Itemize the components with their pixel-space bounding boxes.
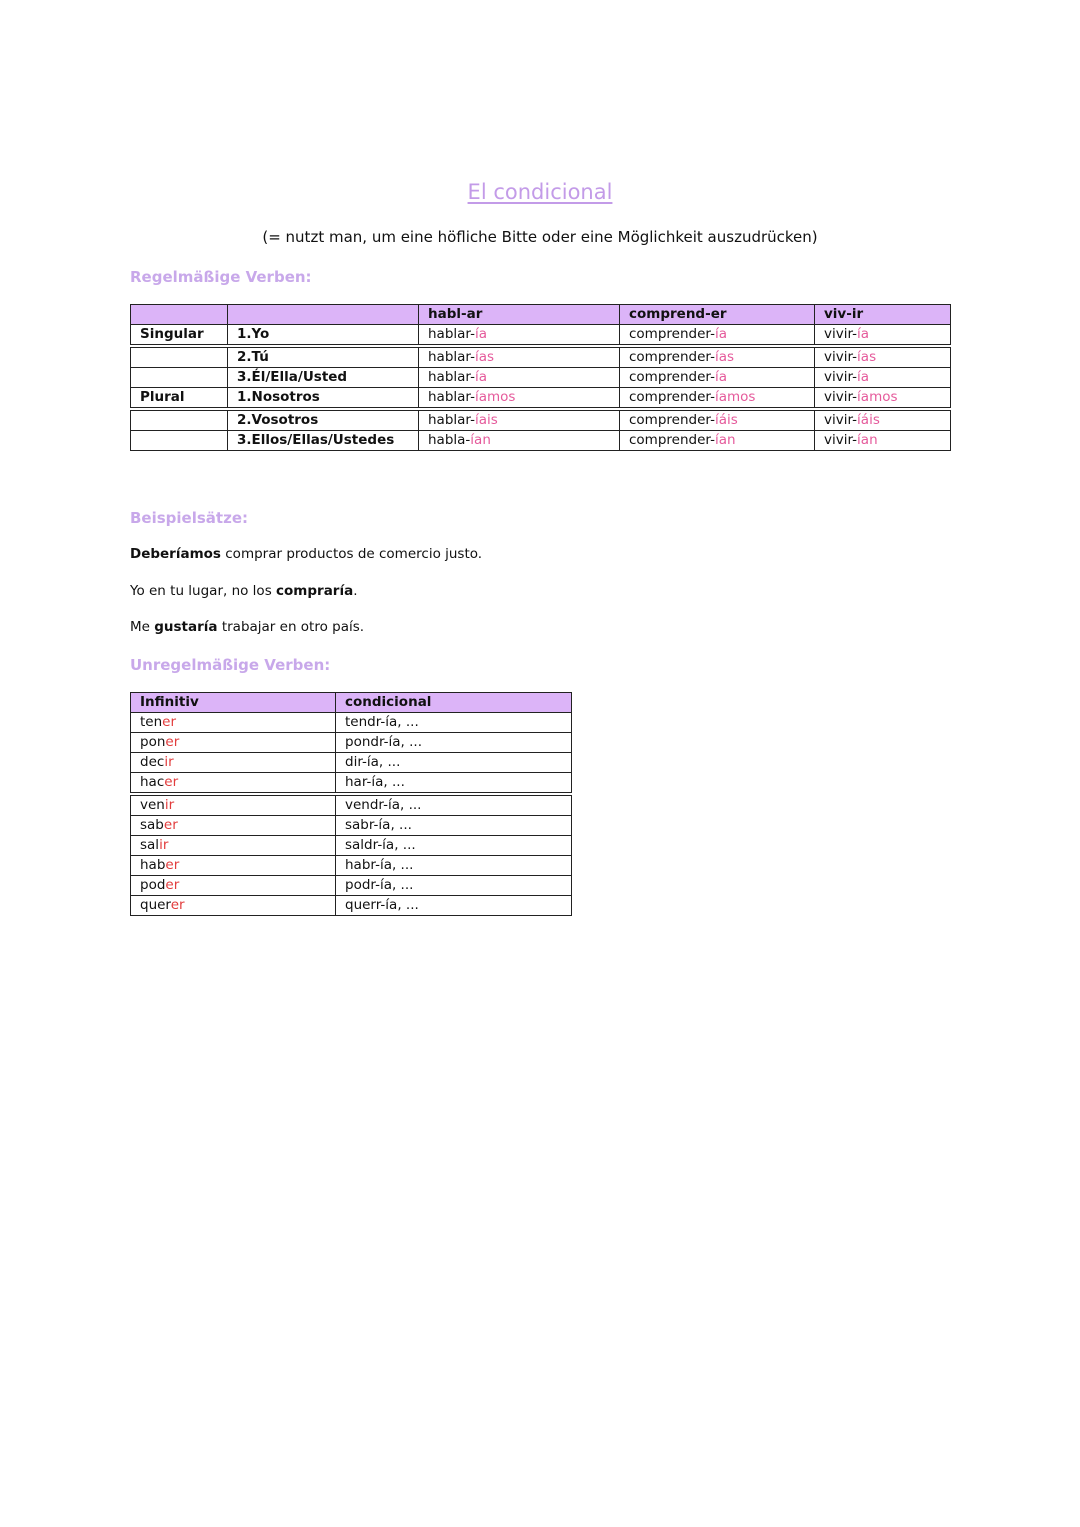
group-cell xyxy=(131,431,228,451)
ending: íais xyxy=(474,412,498,428)
highlight-verb: gustaría xyxy=(154,619,218,635)
ending: er xyxy=(163,817,178,833)
examples-heading: Beispielsätze: xyxy=(130,509,248,527)
person-cell: 1.Nosotros xyxy=(228,388,419,410)
person-cell: 3.Él/Ella/Usted xyxy=(228,368,419,388)
table-row xyxy=(131,794,572,816)
ending: ir xyxy=(159,837,169,853)
highlight-verb: Deberíamos xyxy=(130,546,221,562)
stem: vivir- xyxy=(824,389,858,405)
header-ar: habl-ar xyxy=(419,305,620,325)
ending: ía xyxy=(714,369,727,385)
ending: er xyxy=(165,877,180,893)
stem: ven xyxy=(140,797,165,813)
sentence-text: comprar productos de comercio justo. xyxy=(220,546,483,562)
conditional-cell: querr-ía, ... xyxy=(336,896,572,916)
example-sentence-1 xyxy=(130,546,482,562)
table-header-row xyxy=(131,693,572,713)
sentence-text: Me xyxy=(130,619,155,635)
table-row xyxy=(131,836,572,856)
stem: comprender- xyxy=(629,432,715,448)
stem: hab xyxy=(140,857,166,873)
ending: íamos xyxy=(474,389,516,405)
er-cell xyxy=(620,409,815,431)
infinitive-cell xyxy=(131,753,336,773)
ir-cell xyxy=(815,431,951,451)
er-cell xyxy=(620,388,815,410)
table-row xyxy=(131,856,572,876)
ending: ías xyxy=(474,349,495,365)
table-row xyxy=(131,409,951,431)
ending: íamos xyxy=(714,389,756,405)
person-cell: 3.Ellos/Ellas/Ustedes xyxy=(228,431,419,451)
stem: sal xyxy=(140,837,160,853)
ending: ían xyxy=(857,432,878,448)
sentence-text: Yo en tu lugar, no los xyxy=(130,583,277,599)
table-row xyxy=(131,896,572,916)
table-row xyxy=(131,713,572,733)
table-row xyxy=(131,773,572,795)
infinitive-cell xyxy=(131,733,336,753)
table-row xyxy=(131,346,951,368)
table-row xyxy=(131,388,951,410)
table-header-row xyxy=(131,305,951,325)
infinitive-cell xyxy=(131,773,336,795)
ar-cell xyxy=(419,346,620,368)
group-cell xyxy=(131,346,228,368)
ending: ía xyxy=(857,369,870,385)
sentence-text: . xyxy=(353,583,358,599)
stem: pon xyxy=(140,734,166,750)
ending: ía xyxy=(474,326,488,342)
group-cell: Plural xyxy=(131,388,228,410)
infinitive-cell xyxy=(131,896,336,916)
page-title: El condicional xyxy=(467,180,613,204)
group-cell xyxy=(131,409,228,431)
infinitive-cell xyxy=(131,794,336,816)
ar-cell xyxy=(419,368,620,388)
highlight-verb: compraría xyxy=(276,583,354,599)
stem: comprender- xyxy=(629,349,715,365)
er-cell xyxy=(620,325,815,347)
group-cell: Singular xyxy=(131,325,228,347)
table-row xyxy=(131,325,951,347)
table-row xyxy=(131,733,572,753)
conditional-cell: sabr-ía, ... xyxy=(336,816,572,836)
header-infinitive: Infinitiv xyxy=(131,693,336,713)
table-row xyxy=(131,753,572,773)
table-row xyxy=(131,431,951,451)
ending: er xyxy=(165,734,180,750)
ar-cell xyxy=(419,388,620,410)
header-er: comprend-er xyxy=(620,305,815,325)
ir-cell xyxy=(815,325,951,347)
ending: ían xyxy=(470,432,491,448)
conditional-cell: habr-ía, ... xyxy=(336,856,572,876)
ending: er xyxy=(170,897,185,913)
stem: comprender- xyxy=(629,326,715,342)
table-row xyxy=(131,876,572,896)
regular-verbs-heading: Regelmäßige Verben: xyxy=(130,268,312,286)
stem: comprender- xyxy=(629,369,715,385)
stem: ten xyxy=(140,714,163,730)
ending: er xyxy=(165,857,180,873)
ir-cell xyxy=(815,346,951,368)
person-cell: 1.Yo xyxy=(228,325,419,347)
conditional-cell: dir-ía, ... xyxy=(336,753,572,773)
ending: ía xyxy=(857,326,870,342)
ending: er xyxy=(162,714,177,730)
header-cell-empty xyxy=(131,305,228,325)
group-cell xyxy=(131,368,228,388)
er-cell xyxy=(620,431,815,451)
page-subtitle: (= nutzt man, um eine höfliche Bitte oder eine Möglichkeit auszudrücken) xyxy=(262,228,818,246)
infinitive-cell xyxy=(131,836,336,856)
stem: pod xyxy=(140,877,166,893)
conditional-cell: vendr-ía, ... xyxy=(336,794,572,816)
stem: quer xyxy=(140,897,171,913)
stem: hablar- xyxy=(428,412,475,428)
infinitive-cell xyxy=(131,856,336,876)
ending: ir xyxy=(164,797,175,813)
ending: ir xyxy=(164,754,174,770)
stem: hablar- xyxy=(428,326,475,342)
stem: comprender- xyxy=(629,389,715,405)
infinitive-cell xyxy=(131,713,336,733)
ar-cell xyxy=(419,431,620,451)
stem: comprender- xyxy=(629,412,715,428)
header-conditional: condicional xyxy=(336,693,572,713)
header-ir: viv-ir xyxy=(815,305,951,325)
ending: ías xyxy=(857,349,877,365)
conditional-cell: har-ía, ... xyxy=(336,773,572,795)
infinitive-cell xyxy=(131,876,336,896)
ending: ías xyxy=(714,349,735,365)
person-cell: 2.Tú xyxy=(228,346,419,368)
ir-cell xyxy=(815,409,951,431)
ending: íáis xyxy=(714,412,738,428)
table-row xyxy=(131,816,572,836)
ir-cell xyxy=(815,368,951,388)
er-cell xyxy=(620,346,815,368)
infinitive-cell xyxy=(131,816,336,836)
stem: vivir- xyxy=(824,432,858,448)
table-row xyxy=(131,368,951,388)
conditional-cell: saldr-ía, ... xyxy=(336,836,572,856)
conditional-cell: pondr-ía, ... xyxy=(336,733,572,753)
stem: hablar- xyxy=(428,389,475,405)
irregular-verbs-heading: Unregelmäßige Verben: xyxy=(130,656,331,674)
stem: hablar- xyxy=(428,369,475,385)
stem: vivir- xyxy=(824,349,858,365)
stem: sab xyxy=(140,817,164,833)
irregular-verbs-table xyxy=(130,692,572,916)
stem: habla- xyxy=(428,432,471,448)
header-cell-empty xyxy=(228,305,419,325)
ir-cell xyxy=(815,388,951,410)
stem: hac xyxy=(140,774,165,790)
ar-cell xyxy=(419,325,620,347)
example-sentence-3 xyxy=(130,619,364,635)
ending: ían xyxy=(714,432,736,448)
sentence-text: trabajar en otro país. xyxy=(217,619,365,635)
example-sentence-2 xyxy=(130,583,358,599)
person-cell: 2.Vosotros xyxy=(228,409,419,431)
ar-cell xyxy=(419,409,620,431)
conditional-cell: podr-ía, ... xyxy=(336,876,572,896)
stem: vivir- xyxy=(824,369,858,385)
conditional-cell: tendr-ía, ... xyxy=(336,713,572,733)
ending: íamos xyxy=(857,389,898,405)
stem: dec xyxy=(140,754,165,770)
er-cell xyxy=(620,368,815,388)
regular-verbs-table xyxy=(130,304,951,451)
ending: er xyxy=(164,774,179,790)
stem: vivir- xyxy=(824,326,858,342)
ending: íáis xyxy=(857,412,880,428)
ending: ía xyxy=(714,326,727,342)
ending: ía xyxy=(474,369,488,385)
stem: hablar- xyxy=(428,349,475,365)
stem: vivir- xyxy=(824,412,858,428)
